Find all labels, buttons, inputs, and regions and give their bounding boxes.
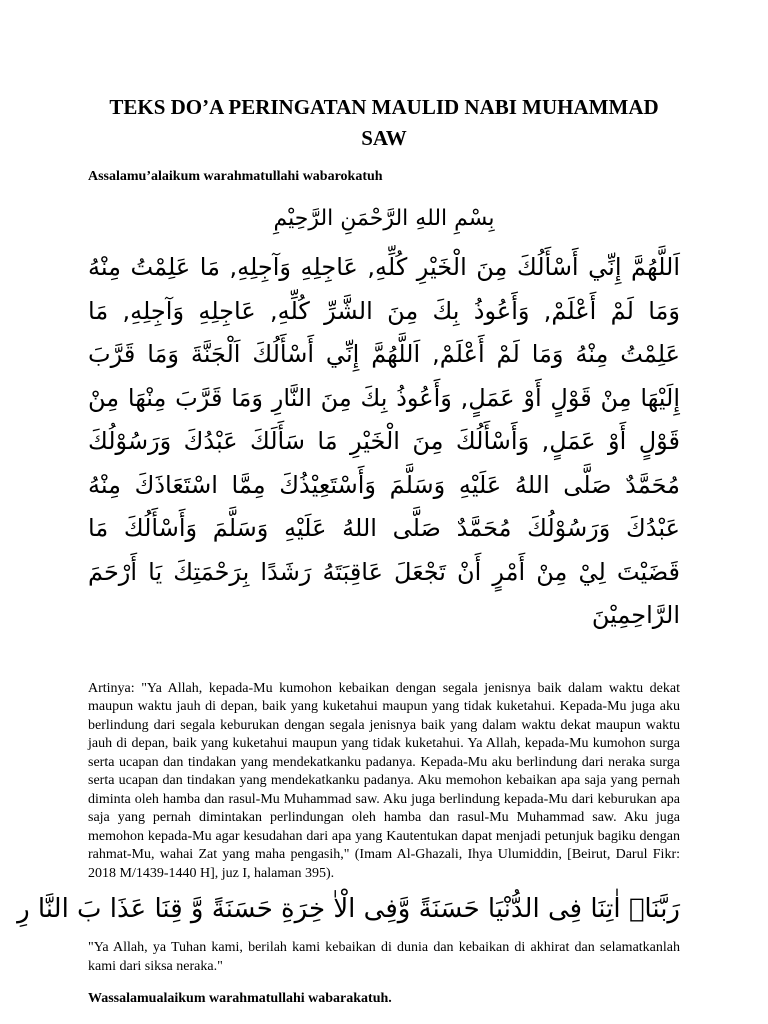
prayer-translation: Artinya: "Ya Allah, kepada-Mu kumohon kebaikan dengan segala jenisnya baik dalam waktu dekat maupun waktu jauh di depan, baik yang kuketahui maupun yang tidak kuketahui. Kepada-Mu juga aku berlindung dari segala keburukan dengan segala jenisnya baik yang dalam waktu dekat maupun waktu jauh di depan, baik yang kuketahui maupun yang tidak kuketahui. Ya Allah, kepada-Mu kumohon surga serta ucapan dan tindakan yang mendekatkanku padanya. Kepada-Mu aku berlindung dari neraka surga serta ucapan dan tindakan yang mendekatkanku padanya. Aku memohon kebaikan apa saja yang pernah diminta oleh hamba dan rasul-Mu Muhammad saw. Aku juga berlindung kepada-Mu dari keburukan apa saja yang pernah dimintakan perlindungan oleh hamba dan rasul-Mu Muhammad saw. Aku juga memohon kepada-Mu agar kesudahan dari apa yang Kautentukan dapat menjadi petunjuk bagiku dengan rahmat-Mu, wahai Zat yang maha pengasih," (Imam Al-Ghazali, Ihya Ulumiddin, [Beirut, Darul Fikr: 2018 M/1439-1440 H], juz I, halaman 395). — [88, 680, 680, 881]
rabbana-translation: "Ya Allah, ya Tuhan kami, berilah kami kebaikan di dunia dan kebaikan di akhirat dan selamatkanlah kami dari siksa neraka." — [88, 940, 680, 974]
basmalah-text: بِسْمِ اللهِ الرَّحْمَنِ الرَّحِيْمِ — [273, 206, 495, 231]
closing-greeting: Wassalamualaikum warahmatullahi wabarakatuh. — [88, 991, 392, 1006]
rabbana-arabic-text: رَبَّنَاۤ اٰتِنَا فِى الدُّنْيَا حَسَنَةً وَّفِى الْاٰ خِرَةِ حَسَنَةً وَّ قِنَا عَذَا بَ النَّا رِ — [17, 894, 680, 924]
opening-greeting: Assalamu’alaikum warahmatullahi wabarokatuh — [88, 169, 383, 184]
document-title: TEKS DO’A PERINGATAN MAULID NABI MUHAMMAD SAW — [109, 95, 659, 150]
prayer-arabic-text: اَللَّهُمَّ إِنِّي أَسْأَلُكَ مِنَ الْخَيْرِ كُلِّهِ, عَاجِلِهِ وَآجِلِهِ, مَا عَلِمْتُ مِنْهُ وَمَا لَمْ أَعْلَمْ, وَأَعُوذُ بِكَ مِنَ الشَّرِّ كُلِّهِ, عَاجِلِهِ وَآجِلِهِ, مَا عَلِمْتُ مِنْهُ وَمَا لَمْ أَعْلَمْ, اَللَّهُمَّ إِنِّي أَسْأَلُكَ اَلْجَنَّةَ وَمَا قَرَّبَ إِلَيْهَا مِنْ قَوْلٍ أَوْ عَمَلٍ, وَأَعُوذُ بِكَ مِنَ النَّارِ وَمَا قَرَّبَ مِنْهَا مِنْ قَوْلٍ أَوْ عَمَلٍ, وَأَسْأَلُكَ مِنَ الْخَيْرِ مَا سَأَلَكَ عَبْدُكَ وَرَسُوْلُكَ مُحَمَّدٌ صَلَّى اللهُ عَلَيْهِ وَسَلَّمَ وَأَسْتَعِيْذُكَ مِمَّا اسْتَعَاذَكَ مِنْهُ عَبْدُكَ وَرَسُوْلُكَ مُحَمَّدٌ صَلَّى اللهُ عَلَيْهِ وَسَلَّمَ وَأَسْأَلُكَ مَا قَضَيْتَ لِيْ مِنْ أَمْرٍ أَنْ تَجْعَلَ عَاقِبَتَهُ رَشَدًا بِرَحْمَتِكَ يَا أَرْحَمَ الرَّاحِمِيْنَ — [88, 253, 680, 629]
